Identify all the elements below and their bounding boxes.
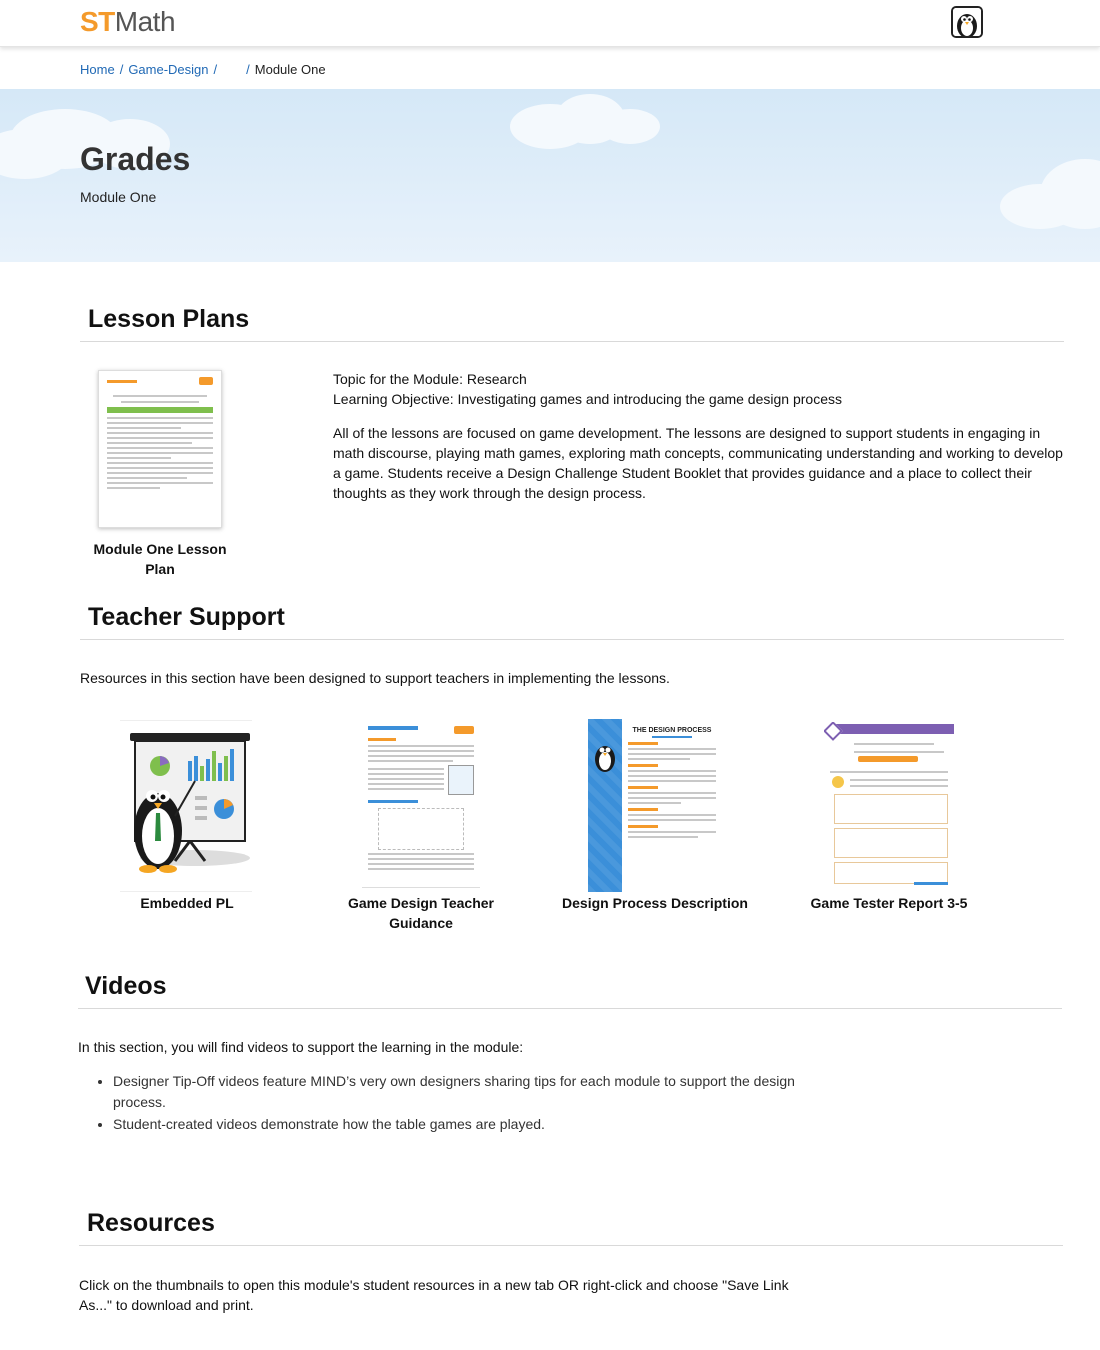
lesson-topic: Topic for the Module: Research: [333, 371, 527, 387]
penguin-presenter-image: [120, 720, 252, 892]
breadcrumb-game-design-link[interactable]: Game-Design: [128, 62, 209, 77]
lesson-plans-heading: Lesson Plans: [88, 305, 250, 333]
design-process-card[interactable]: [588, 719, 720, 892]
embedded-pl-caption[interactable]: Embedded PL: [140, 895, 234, 911]
videos-list: [113, 1071, 813, 1136]
page-subtitle: Module One: [80, 189, 157, 205]
breadcrumb: [80, 62, 326, 77]
game-tester-report-caption[interactable]: Game Tester Report 3-5: [810, 895, 968, 911]
lesson-objective: Learning Objective: Investigating games and introducing the game design process: [333, 391, 842, 407]
teacher-support-intro: Resources in this section have been designed to support teachers in implementing the lessons.: [80, 670, 670, 686]
section-divider: [78, 1008, 1062, 1009]
section-divider: [79, 1245, 1063, 1246]
embedded-pl-card[interactable]: [120, 720, 252, 892]
teacher-support-heading: Teacher Support: [88, 603, 285, 631]
resources-heading: Resources: [87, 1209, 215, 1237]
st-math-logo[interactable]: [80, 6, 175, 38]
teacher-guidance-card[interactable]: [362, 720, 480, 888]
teacher-guidance-caption[interactable]: Game Design Teacher Guidance: [347, 895, 495, 931]
breadcrumb-current: Module One: [254, 62, 326, 77]
game-tester-report-card[interactable]: [824, 722, 954, 890]
page-title: Grades: [80, 141, 191, 177]
resources-intro: Click on the thumbnails to open this module's student resources in a new tab OR right-click and choose "Save Link As..." to download and print.: [79, 1277, 789, 1313]
breadcrumb-separator: /: [246, 62, 250, 77]
section-divider: [80, 341, 1064, 342]
section-divider: [80, 639, 1064, 640]
videos-heading: Videos: [85, 972, 167, 1000]
breadcrumb-home-link[interactable]: Home: [80, 62, 115, 77]
lesson-plan-caption[interactable]: Module One Lesson Plan: [93, 541, 227, 577]
penguin-avatar-icon[interactable]: [951, 6, 983, 38]
hero-banner: [0, 89, 1100, 262]
breadcrumb-separator: /: [119, 62, 124, 77]
breadcrumb-separator: /: [213, 62, 218, 77]
design-process-thumbnail: THE DESIGN PROCESS: [588, 719, 720, 892]
top-navbar: [0, 0, 1100, 47]
game-tester-report-thumbnail: [824, 722, 954, 890]
logo-math-text: Math: [114, 6, 176, 37]
logo-st-text: ST: [80, 6, 115, 37]
list-item: • Student-created videos demonstrate how the table games are played.: [113, 1114, 813, 1135]
teacher-guidance-thumbnail: [362, 720, 480, 888]
lesson-plan-thumbnail[interactable]: [98, 370, 222, 528]
lesson-description: All of the lessons are focused on game development. The lessons are designed to support students in engaging in math discourse, playing math games, exploring math concepts, communicating understanding and working to develop a game. Students receive a Design Challenge Student Booklet that provides guidance and a place to collect their thoughts as they work through the design process.: [333, 425, 1063, 501]
list-item: • Designer Tip-Off videos feature MIND’s very own designers sharing tips for each module to support the design process.: [113, 1071, 813, 1113]
videos-intro: In this section, you will find videos to support the learning in the module:: [78, 1039, 524, 1055]
design-process-caption[interactable]: Design Process Description: [562, 895, 748, 911]
